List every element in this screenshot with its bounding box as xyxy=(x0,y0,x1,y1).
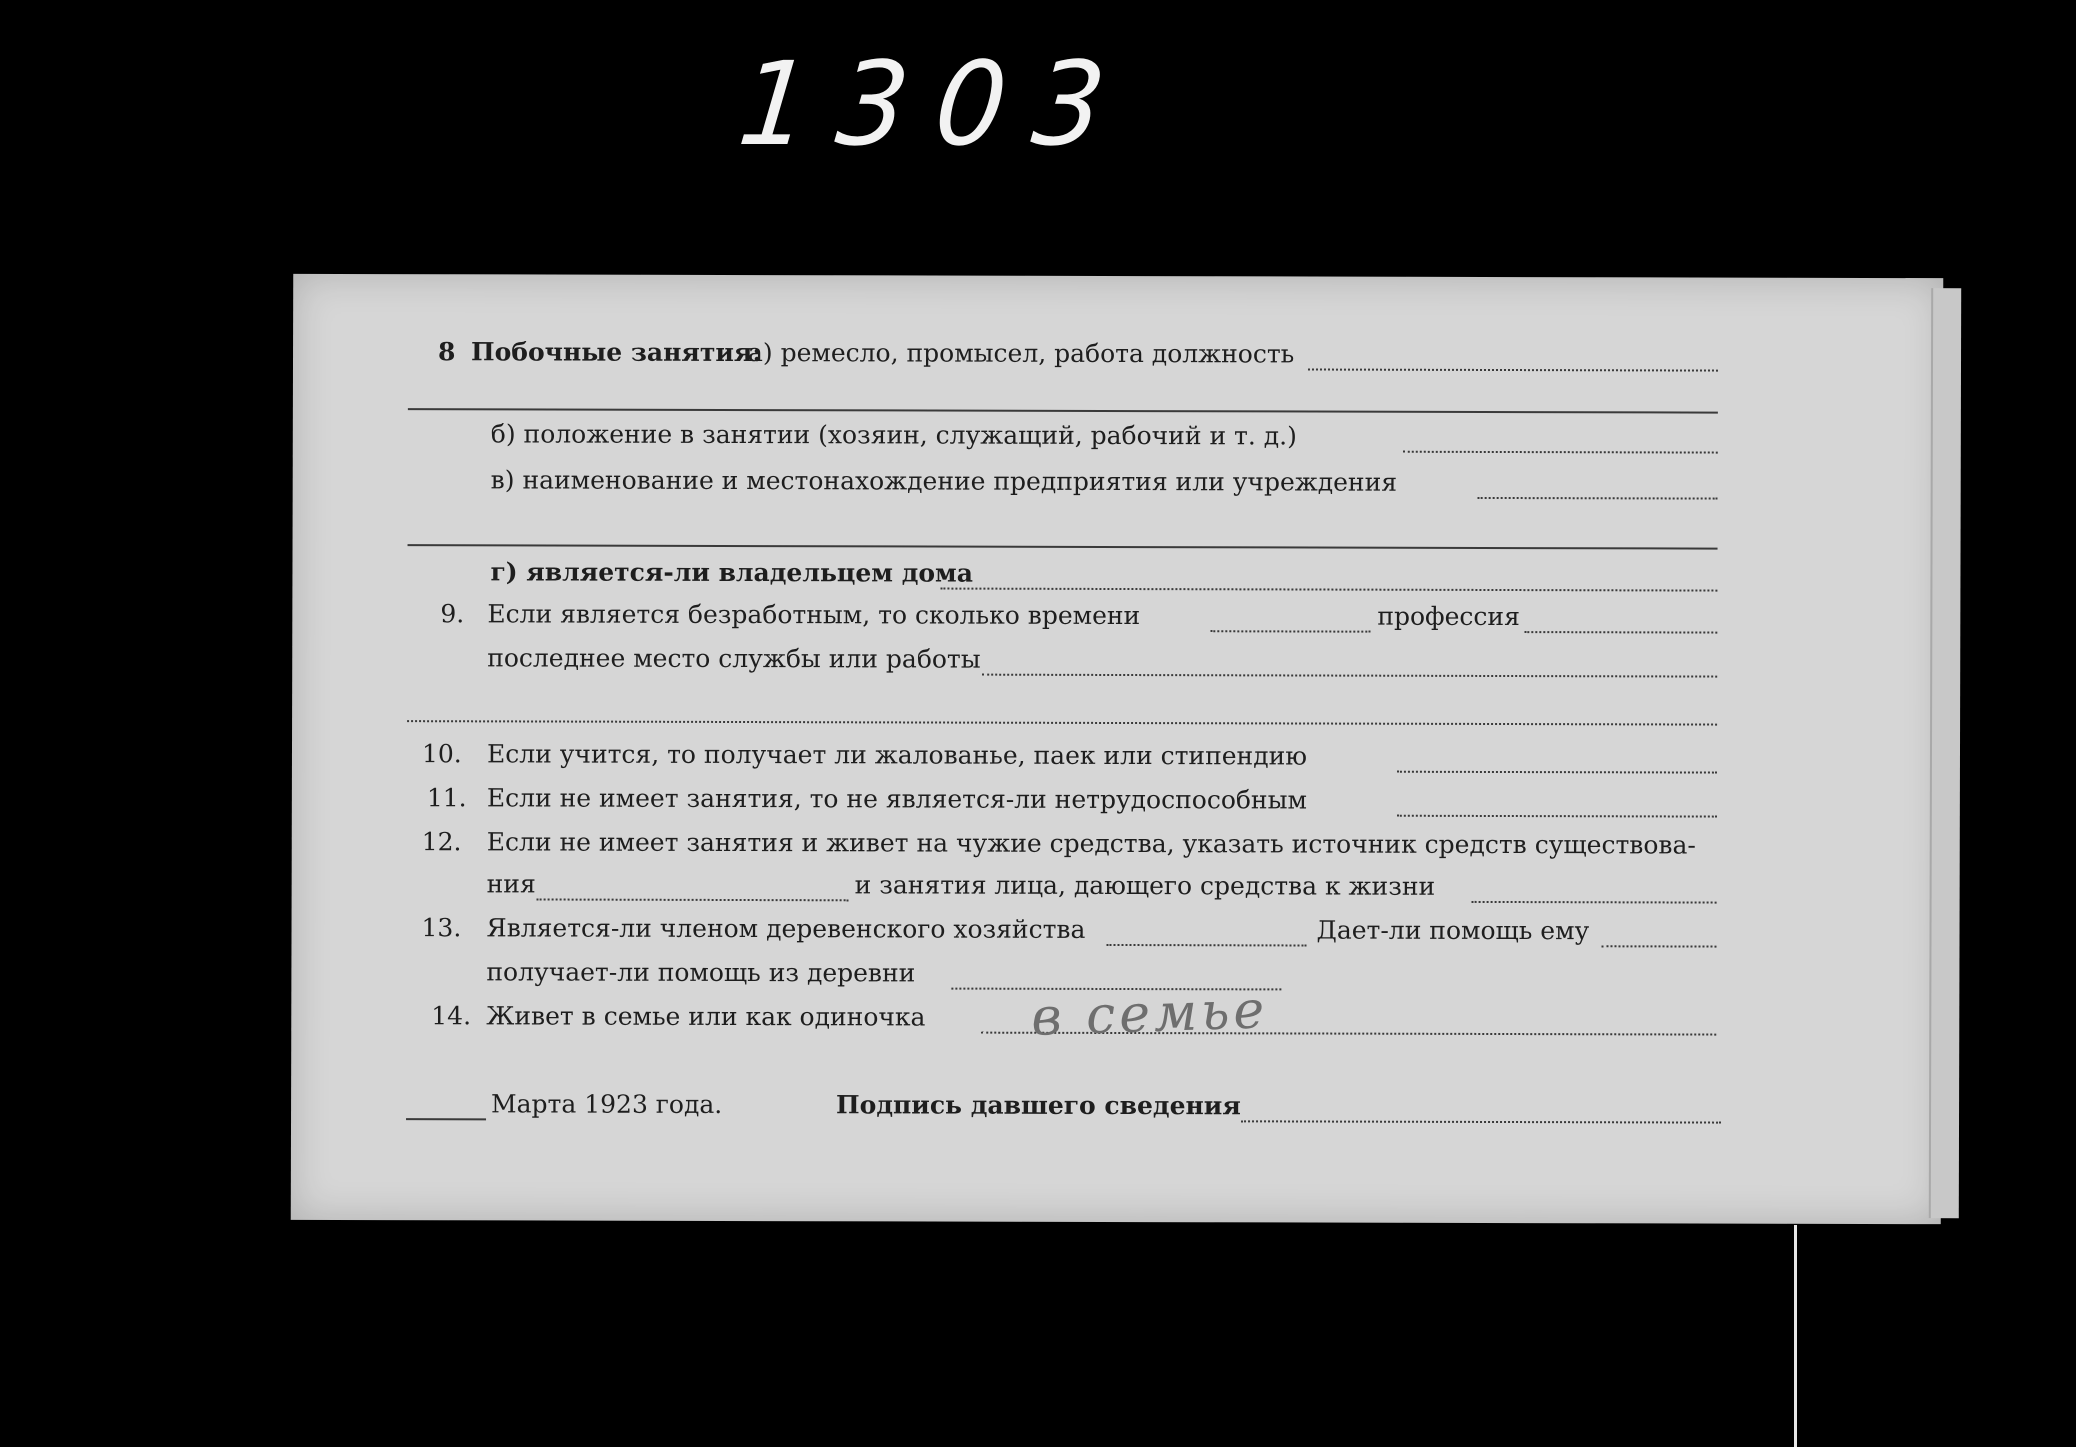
question-8b-row xyxy=(293,414,1943,458)
question-12-cont-a: ния xyxy=(486,869,536,899)
question-12-row xyxy=(292,822,1942,866)
question-8g-text: г) является-ли владельцем дома xyxy=(490,557,974,588)
answer-line xyxy=(1601,945,1716,947)
question-8-row xyxy=(293,332,1943,376)
question-11-row xyxy=(292,778,1942,822)
answer-line xyxy=(982,674,1717,678)
frame-number: 1303 xyxy=(732,36,1140,172)
question-number: 14. xyxy=(431,1001,472,1031)
question-9-row xyxy=(292,594,1942,638)
blank-line-row xyxy=(293,510,1943,554)
question-10-text: Если учится, то получает ли жалованье, паек или стипендию xyxy=(486,739,1308,771)
signature-line xyxy=(1241,1120,1721,1123)
question-number: 11. xyxy=(426,783,467,813)
question-number: 13. xyxy=(421,913,462,943)
answer-line xyxy=(1403,451,1718,454)
answer-line xyxy=(408,408,1718,413)
question-11-text: Если не имеет занятия, то не является-ли нетрудоспособным xyxy=(486,783,1307,815)
question-8-a: а) ремесло, промысел, работа должность xyxy=(747,338,1295,369)
footer-signature-label: Подпись давшего сведения xyxy=(836,1090,1241,1121)
question-8g-row xyxy=(292,552,1942,596)
question-13-cont-text: получает-ли помощь из деревни xyxy=(486,957,916,988)
question-9-last-row xyxy=(292,638,1942,682)
blank-line-row xyxy=(293,374,1943,418)
answer-line xyxy=(1106,944,1306,947)
answer-line xyxy=(1210,630,1370,632)
question-number: 10. xyxy=(421,739,462,769)
answer-line xyxy=(537,898,849,901)
question-12-cont-b: и занятия лица, дающего средства к жизни xyxy=(854,870,1436,901)
answer-line xyxy=(1472,901,1717,904)
question-9-profession: профессия xyxy=(1377,601,1520,632)
question-8-label: Побочные занятия: xyxy=(470,337,762,368)
answer-line xyxy=(408,544,1718,549)
question-9-last-text: последнее место службы или работы xyxy=(487,643,981,674)
question-number: 8 xyxy=(437,337,456,367)
question-number: 12. xyxy=(421,827,462,857)
question-8v-text: в) наименование и местонахождение предприятия или учреждения xyxy=(490,465,1398,497)
answer-line xyxy=(1308,368,1718,371)
date-blank-line xyxy=(406,1118,486,1120)
question-9-text: Если является безработным, то сколько времени xyxy=(487,599,1141,631)
question-13-help: Дает-ли помощь ему xyxy=(1316,915,1590,946)
question-12-cont-row xyxy=(292,864,1942,908)
question-8v-row xyxy=(293,460,1943,504)
handwritten-answer-14: в семье xyxy=(1030,980,1270,1048)
question-12-text: Если не имеет занятия и живет на чужие средства, указать источник средств существова- xyxy=(486,827,1696,860)
blank-line-row xyxy=(292,686,1942,730)
question-number: 9. xyxy=(440,599,465,629)
question-13-row xyxy=(291,908,1941,952)
answer-line xyxy=(1478,497,1718,500)
question-10-row xyxy=(292,734,1942,778)
footer-date: Марта 1923 года. xyxy=(491,1089,723,1119)
answer-line xyxy=(1524,631,1717,634)
census-form-card xyxy=(291,274,1943,1224)
answer-line xyxy=(1397,815,1717,818)
answer-line xyxy=(407,720,1717,725)
question-8b-text: б) положение в занятии (хозяин, служащий, рабочий и т. д.) xyxy=(490,419,1297,451)
answer-line xyxy=(940,588,1717,592)
footer-row xyxy=(291,1084,1941,1128)
question-13-text: Является-ли членом деревенского хозяйства xyxy=(486,913,1086,944)
answer-line xyxy=(1397,771,1717,774)
question-14-text: Живет в семье или как одиночка xyxy=(486,1001,926,1032)
film-scratch xyxy=(1794,1225,1797,1447)
